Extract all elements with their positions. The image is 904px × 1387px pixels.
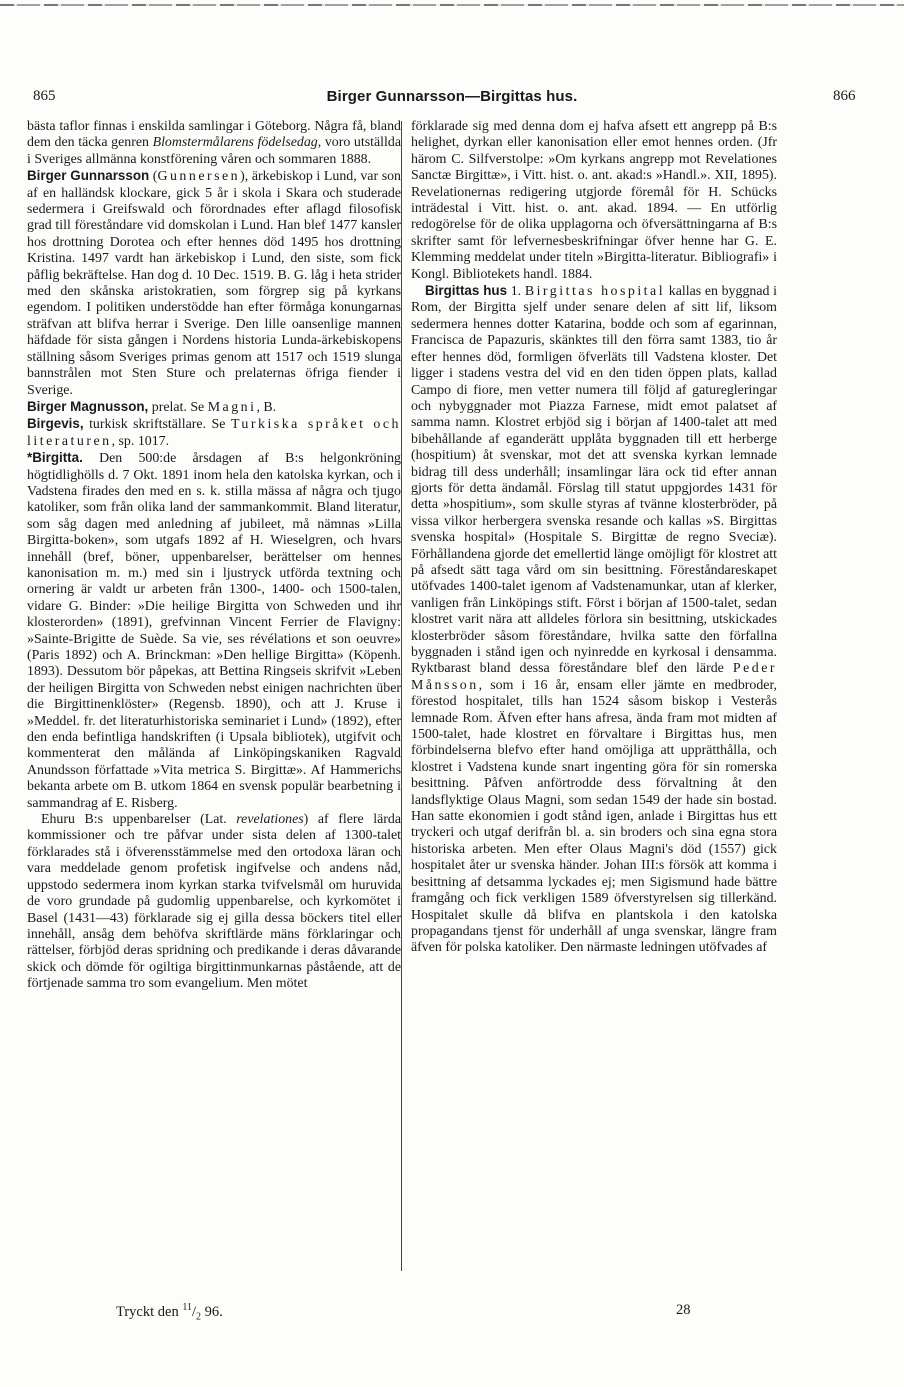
- page-footer: [0, 1302, 904, 1322]
- spaced-reference: Magni: [207, 399, 257, 415]
- text-run: , som i 16 år, ensam eller jämte en medbroder, förestod hospitalet, tills han 1524 såsom biskop i Vesterås lemnade Rom. Äfven efter hans afresa, ända fram mot midten af 1500-talet, hade klostret en förvaltare i Birgittas hus, men förbindelserna blefvo efter hand omöjliga att upprätthålla, och klostret i Vadstena kunde snart ingenting göra för sin romerska besittning. Påfven anförtrodde dess förvaltning åt den landsflyktige Olaus Magni, som sedan 1549 der hade sin bostad. Han satte ekonomien i godt stånd igen, anlade i Birgittas hus ett tryckeri och utgaf derifrån bl. a. sin broders och sina egna stora historiska arbeten. Men efter Olaus Magni's död (1557) gick hospitalet åter ur svenska händer. Johan III:s försök att komma i besittning af detsamma lyckades ej; men Sigismund hade bättre framgång och fick verkligen 1589 öfverstyrelsen sig tillerkänd. Hospitalet skulle då blifva en plantskola i den katolska propagandans tjenst för underhåll af unga svenskar, längre fram äfven för polska katoliker. Den närmaste ledningen utöfvades af: [411, 677, 777, 956]
- paragraph: [27, 812, 401, 992]
- paragraph: [411, 283, 777, 957]
- top-border-line: [0, 4, 904, 6]
- text-run: , B.: [256, 399, 277, 415]
- text-run: Ehuru B:s uppenbarelser (Lat.: [41, 812, 237, 828]
- right-column: [411, 119, 777, 957]
- running-title: Birger Gunnarsson—Birgittas hus.: [326, 88, 578, 105]
- text-run: ) af flere lärda kommissioner och tre påfvar under sista delen af 1300-talet förklarades stå i öfverensstämmelse med den ortodoxa läran och vara meddelade genom profetisk ingifvelse och andens nåd, uppstodo sedermera inom kyrkan starka tvifvelsmål om huruvida de voro grundade på gudomlig uppenbarelse, och kyrkomötet i Basel (1431—43) förklarade sig ej gilla dessa böckers titel eller innehåll, ansåg dem behöfva skriftlärde mäns förklaringar och rättelser, förbjöd deras spridning och predikande i deras dåvarande skick och dömde för ogiltiga birgittinmunkarnas påstående, att de förtjenade samma tro som evangelium. Men mötet: [27, 812, 401, 992]
- text-run: prelat. Se: [148, 399, 208, 415]
- paragraph: [27, 399, 401, 416]
- spaced-reference: Gunnersen: [157, 169, 241, 185]
- print-date-year: 96.: [201, 1303, 223, 1320]
- entry-headword: Birger Magnusson,: [27, 398, 149, 414]
- text-run: turkisk skriftställare. Se: [83, 417, 231, 433]
- print-date-slash: /: [191, 1303, 196, 1320]
- spaced-reference: Peder Månsson: [411, 661, 777, 693]
- spaced-reference: Birgittas hospital: [524, 284, 666, 300]
- left-page-number: 865: [33, 88, 56, 104]
- entry-headword: Birger Gunnarsson: [27, 168, 150, 184]
- text-run: förklarade sig med denna dom ej hafva afsett ett angrepp på B:s helighet, dyrkan eller kanonisation eller emot hennes orden. (Jfr härom C. Silfverstolpe: »Om kyrkans angrepp mot Revelationes Sanctæ Birgittæ», i Vitt. hist. o. ant. akad:s »Handl.». XII, 1895). Revelationernas redigering utgjorde föremål för H. Schücks inträdestal i Vitt. hist. o. ant. akad. 1894. — En utförlig redogörelse för de olika upplagorna och öfversättningarna af B:s skrifter samt för lefvernesbeskrifningar öfver henne har G. E. Klemming meddelat under titeln »Birgitta-literatur. Bibliografi» i Kongl. Bibliotekets handl. 1884.: [411, 119, 777, 282]
- text-run: kallas en byggnad i Rom, der Birgitta sjelf under senare delen af sitt lif, liksom sedermera hennes dotter Katarina, bodde och som af egarinnan, Francisca de Papazuris, skänktes till den förra samt 1383, tio år efter hennes död, formligen öfverläts till Vadstena kloster. Det ligger i stadens vestra del vid en den tiden öppen plats, kallad Campo di fiore, men vetter numera till följd af gaturegleringar och nybyggnader mot Piazza Farnese, midt emot palatset af samma namn. Klostret erbjöd sig i början af 1400-talet att med bibehållande af eganderätt upplåta byggnaden till ett herberge (hospitium) åt svenskar, mot det att svenska kyrkan lemnade bidrag till dess underhåll; insamlingar lära ock tid efter annan gjorts för detta ändamål. Förslag till statut uppgjordes 1431 för detta »hospitium», som skulle styras af tvänne klosterbröder, på vissa vilkor herbergera svenska resande och kallas »S. Birgittas svenska hospital» (Hospitale S. Birgittæ de regno Sveciæ). Förhållandena gjorde det emellertid länge omöjligt för klostret att på afsedt sätt taga vård om sin besittning. Föreståndareskapet utöfvades 1400-talet igenom af Vadstenamunkar, utan af klerker, vanligen från Linköpings stift. Först i början af 1500-talet, sedan klostret varit nära att alldeles förlora sin besittning, utskickades klosterbröder såsom föreståndare, hvilka satte den förfallna byggnaden i stånd igen och nyinredde en kyrkosal i densamma. Ryktbarast bland dessa föreståndare blef den lärde: [411, 284, 777, 677]
- text-run: , voro utställda i Sveriges allmänna konstförening våren och sommaren 1888.: [27, 135, 401, 167]
- text-run: bästa taflor finnas i enskilda samlingar i Göteborg. Några få, bland dem den täcka genren: [27, 119, 401, 151]
- text-run: (: [149, 169, 158, 185]
- paragraph: [27, 119, 401, 168]
- entry-headword: Birgittas hus: [425, 283, 508, 299]
- print-date-day: 11: [182, 1302, 192, 1313]
- left-column: [27, 119, 401, 993]
- entry-headword: Birgevis,: [27, 416, 84, 432]
- paragraph: [27, 450, 401, 812]
- spaced-reference: Turkiska språket och literaturen: [27, 417, 401, 449]
- italic-title: revelationes: [236, 812, 304, 828]
- text-run: , sp. 1017.: [111, 433, 170, 449]
- right-page-number: 866: [833, 88, 856, 104]
- paragraph: [27, 168, 401, 399]
- text-run: 1.: [507, 284, 525, 300]
- entry-headword: *Birgitta.: [27, 450, 83, 466]
- print-date-month: 2: [196, 1311, 201, 1323]
- paragraph: [27, 416, 401, 450]
- text-run: ), ärkebiskop i Lund, var son af en halländsk klockare, gick 5 år i skola i Skara och studerade sedermera i Greifswald och förordnades efter aflagd filosofisk grad till föreståndare vid domskolan i Lund. Han blef 1477 kansler hos drottning Dorotea och efter hennes död 1495 hos drottning Kristina. 1497 vardt han ärkebiskop i Lund, den siste, som fick påflig bekräftelse. Han dog d. 10 Dec. 1519. B. G. låg i heta strider med den skånska aristokratien, som förgrep sig på kyrkans egendom. I politiken understödde han efter förmåga konungarnas sträfvan att blifva herrar i Sverige. Den lille oansenlige mannen häfdade för sista gången i Nordens historia Lunda-ärkebiskopens ställning såsom Sveriges primas genom att 1517 och 1519 slunga bannstrålen mot Sten Sture och prelaternas öfriga fiender i Sverige.: [27, 169, 401, 398]
- print-date-prefix: Tryckt den: [116, 1303, 183, 1320]
- column-divider: [401, 121, 402, 1271]
- page-header: [0, 88, 904, 112]
- text-run: Den 500:de årsdagen af B:s helgonkröning högtidlighölls d. 7 Okt. 1891 inom hela den katolska kyrkan, och i Vadstena firades den med en s. k. stilla mässa af några och tjugo katoliker, som från olika land der sammankommit. Bland literatur, som såg dagen med anledning af jubileet, må nämnas »Lilla Birgitta-boken», som utgafs 1892 af H. Wieselgren, och hvars innehåll (bref, böner, uppenbarelser, berättelser om hennes kanonisation m. m.) med sin i ljustryck utförda textning och ornering är valdt ur arbeten från 1300-, 1400- och 1500-talen, vidare G. Binder: »Die heilige Birgitta von Schweden und ihr klosterorden» (1891), grefvinnan Vincent Ferrier de Flavigny: »Sainte-Brigitte de Suède. Sa vie, ses révélations et son oeuvre» (Paris 1892) och A. Brinckman: »Den hellige Birgitta» (Köpenh. 1893). Dessutom bör påpekas, att Bettina Ringseis skrifvit »Leben der heiligen Birgitta von Schweden nebst einigen nachrichten über die Birgittinenklöster» (Regensb. 1890), och att J. Kruse i »Meddel. fr. det literaturhistoriska seminariet i Lund» (1892), efter den enda befintliga handskriften (i Upsala bibliotek), utgifvit och kommenterat den målända af Linköpingskaniken Ragvald Anundsson författade »Vita metrica S. Birgittæ». Af Hammerichs bekanta arbete om B. utkom 1864 en svensk populär bearbetning i sammandrag af E. Risberg.: [27, 451, 401, 811]
- paragraph: [411, 119, 777, 283]
- italic-title: Blomstermålarens födelsedag: [152, 135, 318, 151]
- print-date: [116, 1302, 223, 1323]
- signature-mark: 28: [676, 1302, 691, 1318]
